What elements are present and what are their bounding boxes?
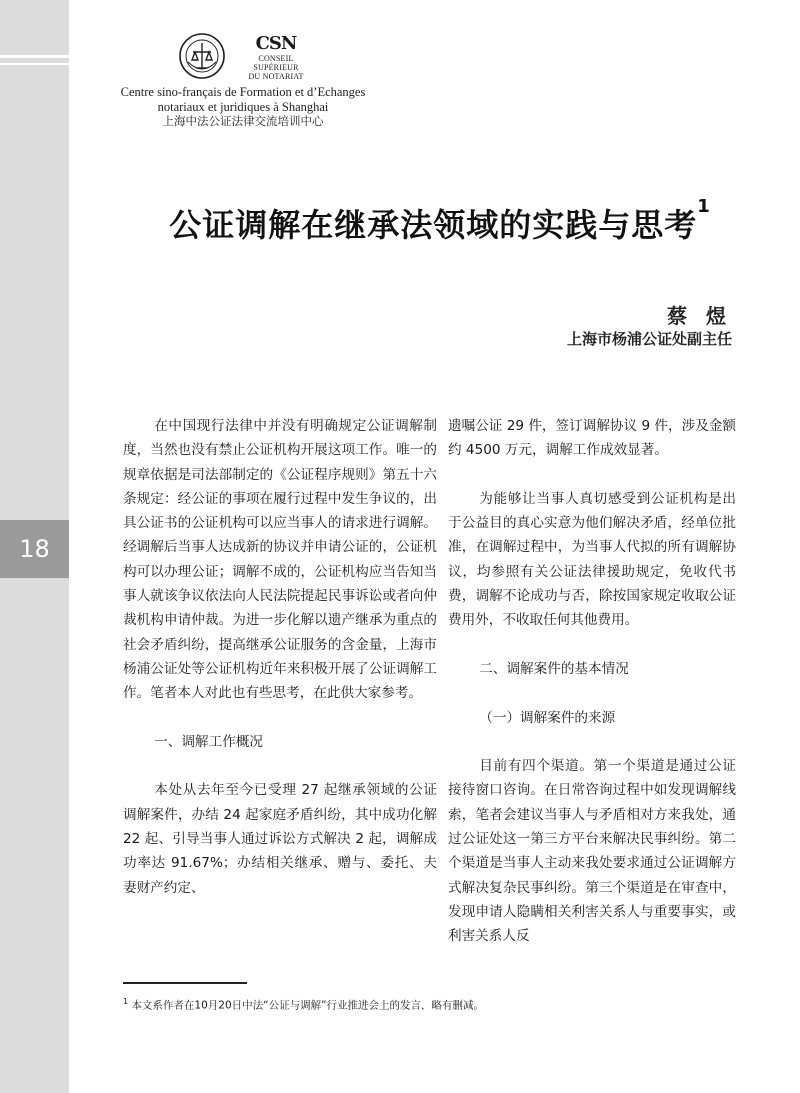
author-position: 上海市杨浦公证处副主任: [566, 330, 732, 348]
right-column: [448, 414, 736, 949]
article-title-text: 公证调解在继承法领域的实践与思考: [169, 206, 698, 244]
seal-logo-icon: [178, 32, 226, 80]
section-heading: 二、调解案件的基本情况: [479, 660, 629, 677]
footnote: [123, 997, 484, 1013]
paragraph: 本处从去年至今已受理 27 起继承领域的公证调解案件，办结 24 起家庭矛盾纠纷，其中成功化解 22 起、引导当事人通过诉讼方式解决 2 起，调解成功率达 91.67%；办结相关继承、赠与、委托、夫妻财产约定、: [123, 782, 437, 896]
footnote-marker: 1: [123, 997, 129, 1006]
csn-logo-text: CONSEIL SUPÉRIEUR: [253, 54, 299, 72]
paragraph: 遗嘱公证 29 件，签订调解协议 9 件，涉及金额约 4500 万元，调解工作成效显著。: [448, 418, 736, 459]
footnote-ref: 1: [697, 196, 711, 217]
org-line-fr-2: notariaux et juridiques à Shanghai: [157, 99, 329, 114]
paragraph: 为能够让当事人真切感受到公证机构是出于公益目的真心实意为他们解决矛盾，经单位批准，在调解过程中，为当事人代拟的所有调解协议，均参照有关公证法律援助规定，免收代书费，调解不论成功与否，除按国家规定收取公证费用外，不收取任何其他费用。: [448, 490, 736, 629]
left-column: [123, 414, 437, 900]
side-band-stripe: [0, 63, 69, 65]
csn-logo: [236, 34, 316, 81]
org-line-fr-1: Centre sino-français de Formation et d’Echanges: [120, 85, 366, 99]
organization-name: [118, 85, 368, 129]
article-title: [90, 196, 790, 246]
paragraph: 目前有四个渠道。第一个渠道是通过公证接待窗口咨询。在日常咨询过程中如发现调解线索，笔者会建议当事人与矛盾相对方来我处，通过公证处这一第三方平台来解决民事纠纷。第二个渠道是当事人主动来我处要求通过公证调解方式解决复杂民事纠纷。第三个渠道是在审查中，发现申请人隐瞒相关利害关系人与重要事实，或利害关系人反: [448, 758, 736, 945]
csn-logo-mark: CSN: [255, 33, 297, 54]
subsection-heading: （一）调解案件的来源: [479, 709, 616, 726]
org-line-cn: 上海中法公证法律交流培训中心: [162, 114, 324, 128]
footnote-divider: [123, 982, 247, 984]
page-number: 18: [0, 520, 69, 578]
header-logos: [178, 32, 318, 80]
footnote-text: 本文系作者在10月20日中法“公证与调解”行业推进会上的发言，略有删减。: [131, 999, 485, 1012]
section-heading: 一、调解工作概况: [154, 733, 264, 750]
side-band-stripe: [0, 55, 69, 58]
author-name: 蔡 煜: [667, 304, 732, 328]
csn-logo-text: DU NOTARIAT: [248, 72, 304, 81]
paragraph: 在中国现行法律中并没有明确规定公证调解制度，当然也没有禁止公证机构开展这项工作。唯一的规章依据是司法部制定的《公证程序规则》第五十六条规定：经公证的事项在履行过程中发生争议的，出具公证书的公证机构可以应当事人的请求进行调解。经调解后当事人达成新的协议并申请公证的，公证机构可以办理公证；调解不成的，公证机构应当告知当事人就该争议依法向人民法院提起民事诉讼或者向仲裁机构申请仲裁。为进一步化解以遗产继承为重点的社会矛盾纠纷，提高继承公证服务的含金量，上海市杨浦公证处等公证机构近年来积极开展了公证调解工作。笔者本人对此也有些思考，在此供大家参考。: [123, 418, 437, 702]
